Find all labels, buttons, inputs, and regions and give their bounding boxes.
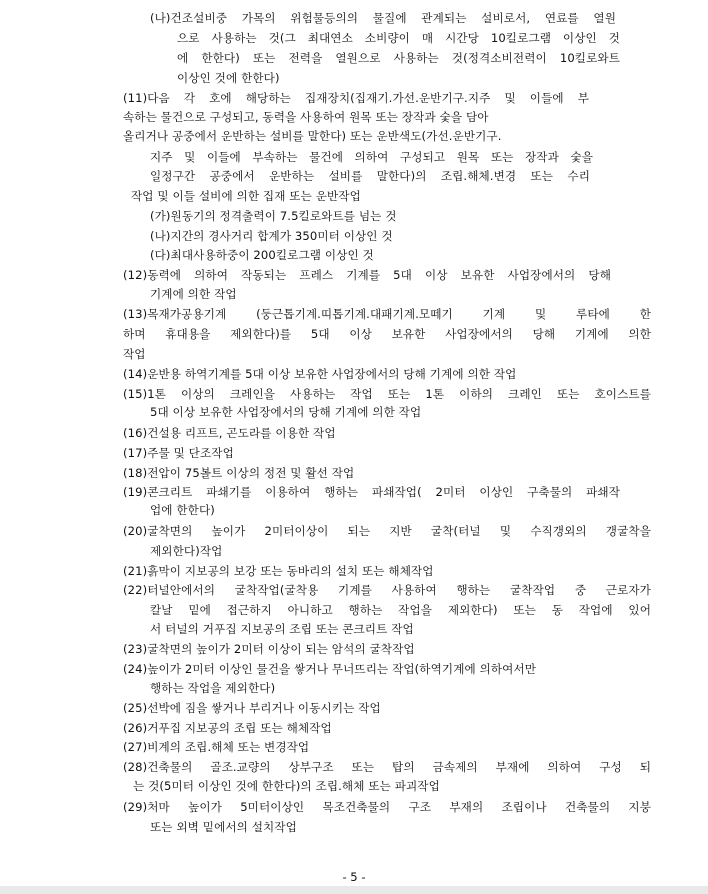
text-line: 행하는 작업을 제외한다) <box>150 681 276 695</box>
text-line: 5대 이상 보유한 사업장에서의 당해 기계에 의한 작업 <box>150 405 422 419</box>
text-line: (다)최대사용하중이 200킬로그램 이상인 것 <box>150 248 374 262</box>
text-line: (나)건조설비중 가목의 위험물등의의 물질에 관계되는 설비로서, 연료를 열원 <box>150 11 616 25</box>
text-line: 는 것(5미터 이상인 것에 한한다)의 조립.해체 또는 파괴작업 <box>133 779 440 793</box>
text-line: 또는 외벽 밑에서의 설치작업 <box>150 820 297 834</box>
text-line: (15)1톤 이상의 크레인을 사용하는 작업 또는 1톤 이하의 크레인 또는 호이스트를 <box>123 387 651 401</box>
text-line: (29)처마 높이가 5미터이상인 목조건축물의 구조 부재의 조립이나 건축물의 지붕 <box>123 800 651 814</box>
text-line: (가)원동기의 정격출력이 7.5킬로와트를 넘는 것 <box>150 209 397 223</box>
text-line: (22)터널안에서의 굴착작업(굴착용 기계를 사용하여 행하는 굴착작업 중 근로자가 <box>123 583 651 597</box>
text-line: (12)동력에 의하여 작동되는 프레스 기계를 5대 이상 보유한 사업장에서의 당해 <box>123 268 611 282</box>
text-line: (17)주물 및 단조작업 <box>123 446 234 460</box>
text-line: 작업 <box>123 347 146 361</box>
text-line: 으로 사용하는 것(그 최대연소 소비량이 매 시간당 10킬로그램 이상인 것 <box>177 31 620 45</box>
text-line: (18)전압이 75볼트 이상의 정전 및 활선 작업 <box>123 466 355 480</box>
text-line: (나)지간의 경사거리 합계가 350미터 이상인 것 <box>150 229 393 243</box>
text-line: (19)콘크리트 파쇄기를 이용하여 행하는 파쇄작업( 2미터 이상인 구축물의 파쇄작 <box>123 485 620 499</box>
text-line: 일정구간 공중에서 운반하는 설비를 말한다)의 조립.해체.변경 또는 수리 <box>150 169 590 183</box>
text-line: (28)건축물의 골조.교량의 상부구조 또는 탑의 금속제의 부재에 의하여 구성 되 <box>123 760 651 774</box>
text-line: (13)목재가공용기계 (둥근톱기계.띠톱기계.대패기계.모떼기 기계 및 루타에 한 <box>123 307 651 321</box>
text-line: 칼날 밑에 접근하지 아니하고 행하는 작업을 제외한다) 또는 동 작업에 있어 <box>150 603 651 617</box>
text-line: (20)굴착면의 높이가 2미터이상이 되는 지반 굴착(터널 및 수직갱외의 갱굴착을 <box>123 524 651 538</box>
text-line: (21)흙막이 지보공의 보강 또는 동바리의 설치 또는 해체작업 <box>123 564 434 578</box>
page-number: - 5 - <box>342 870 366 884</box>
text-line: (25)선박에 짐을 쌓거나 부리거나 이동시키는 작업 <box>123 701 381 715</box>
text-line: (16)건설용 리프트, 곤도라를 이용한 작업 <box>123 426 336 440</box>
text-line: (14)운반용 하역기계를 5대 이상 보유한 사업장에서의 당해 기계에 의한 작업 <box>123 367 517 381</box>
text-line: 서 터널의 거푸집 지보공의 조립 또는 콘크리트 작업 <box>150 622 414 636</box>
text-line: (11)다음 각 호에 해당하는 집재장치(집재기.가선.운반기구.지주 및 이들에 부 <box>123 91 589 105</box>
text-line: 이상인 것에 한한다) <box>177 71 280 85</box>
page-bottom-edge <box>0 886 708 894</box>
text-line: 제외한다)작업 <box>150 544 223 558</box>
text-line: (26)거푸집 지보공의 조립 또는 해체작업 <box>123 721 332 735</box>
text-line: 에 한한다) 또는 전력을 열원으로 사용하는 것(정격소비전력이 10킬로와트 <box>177 51 620 65</box>
text-line: 작업 및 이들 설비에 의한 집재 또는 운반작업 <box>131 189 361 203</box>
text-line: (27)비계의 조립.해체 또는 변경작업 <box>123 740 310 754</box>
text-line: (23)굴착면의 높이가 2미터 이상이 되는 암석의 굴착작업 <box>123 642 415 656</box>
text-line: 올리거나 공중에서 운반하는 설비를 말한다) 또는 운반색도(가선.운반기구. <box>123 129 502 143</box>
text-line: 지주 및 이들에 부속하는 물건에 의하여 구성되고 원목 또는 장작과 숯을 <box>150 150 593 164</box>
text-line: (24)높이가 2미터 이상인 물건을 쌓거나 무너뜨리는 작업(하역기계에 의하여서만 <box>123 662 537 676</box>
text-line: 하며 휴대용을 제외한다)를 5대 이상 보유한 사업장에서의 당해 기계에 의한 <box>123 327 651 341</box>
text-line: 업에 한한다) <box>150 503 215 517</box>
text-line: 속하는 물건으로 구성되고, 동력을 사용하여 원목 또는 장작과 숯을 담아 <box>123 110 489 124</box>
text-line: 기계에 의한 작업 <box>150 287 237 301</box>
